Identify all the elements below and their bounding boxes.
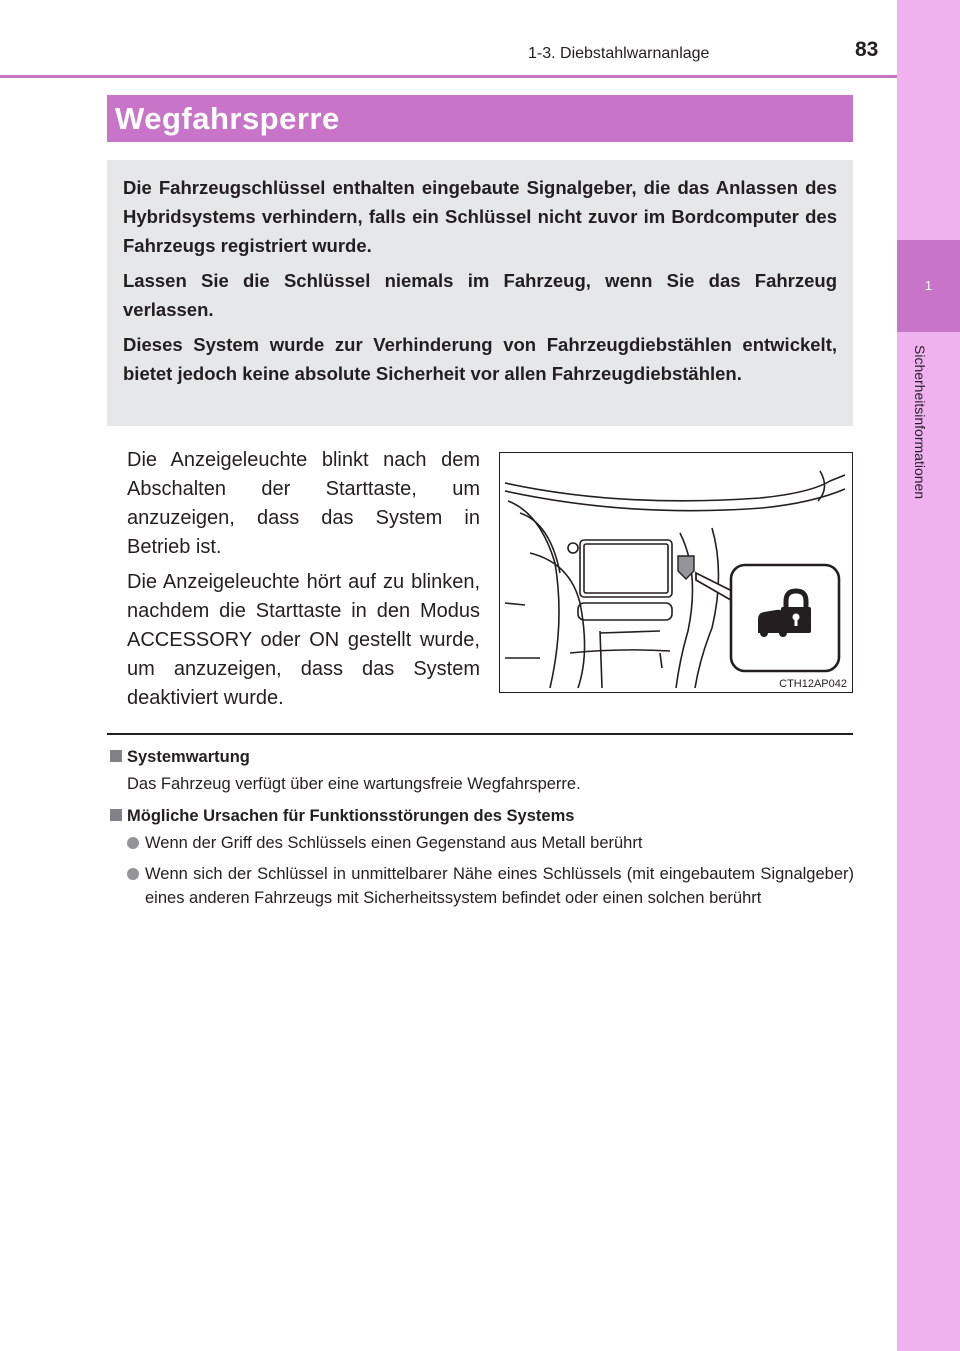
- page-title: Wegfahrsperre: [107, 95, 853, 142]
- dashboard-illustration: [499, 452, 853, 693]
- note-heading: [110, 805, 854, 827]
- list-item-text: Wenn sich der Schlüssel in unmittelbarer Nähe eines Schlüssels (mit eingebautem Signalgeber) eines anderen Fahrzeugs mit Sicherheitssystem befindet oder einen solchen berührt: [145, 865, 854, 907]
- square-bullet-icon: [110, 809, 122, 821]
- side-tab: [897, 0, 960, 1351]
- list-item: [110, 831, 854, 855]
- note-heading-text: Mögliche Ursachen für Funktionsstörungen des Systems: [127, 807, 575, 825]
- notes-section: [110, 746, 854, 917]
- section-divider: [107, 733, 853, 735]
- circle-bullet-icon: [127, 868, 139, 880]
- note-heading: [110, 746, 854, 768]
- side-tab-number: 1: [924, 278, 933, 293]
- body-paragraph: Die Anzeigeleuchte hört auf zu blinken, nachdem die Starttaste in den Modus ACCESSORY oder ON gestellt wurde, um anzuzeigen, dass das System deaktiviert wurde.: [127, 571, 480, 709]
- intro-box: [107, 160, 853, 426]
- body-paragraph: Die Anzeigeleuchte blinkt nach dem Abschalten der Starttaste, um anzuzeigen, dass das System in Betrieb ist.: [127, 449, 480, 558]
- body-text: [127, 446, 480, 719]
- header-divider: [0, 75, 897, 78]
- note-heading-text: Systemwartung: [127, 748, 250, 766]
- square-bullet-icon: [110, 750, 122, 762]
- intro-paragraph: Die Fahrzeugschlüssel enthalten eingebaute Signalgeber, die das Anlassen des Hybridsystems verhindern, falls ein Schlüssel nicht zuvor im Bordcomputer des Fahrzeugs registriert wurde.: [123, 177, 837, 256]
- circle-bullet-icon: [127, 837, 139, 849]
- page-number: 83: [855, 38, 879, 61]
- intro-paragraph: Dieses System wurde zur Verhinderung von Fahrzeugdiebstählen entwickelt, bietet jedoch keine absolute Sicherheit vor allen Fahrzeugdiebstählen.: [123, 334, 837, 384]
- note-text: Das Fahrzeug verfügt über eine wartungsfreie Wegfahrsperre.: [127, 775, 581, 793]
- section-label: 1-3. Diebstahlwarnanlage: [528, 45, 710, 62]
- intro-paragraph: Lassen Sie die Schlüssel niemals im Fahrzeug, wenn Sie das Fahrzeug verlassen.: [123, 270, 837, 320]
- list-item-text: Wenn der Griff des Schlüssels einen Gegenstand aus Metall berührt: [145, 834, 643, 852]
- dashboard-drawing: [500, 453, 852, 692]
- list-item: [110, 862, 854, 910]
- figure-code: CTH12AP042: [779, 678, 847, 690]
- side-tab-label: Sicherheitsinformationen: [912, 345, 928, 500]
